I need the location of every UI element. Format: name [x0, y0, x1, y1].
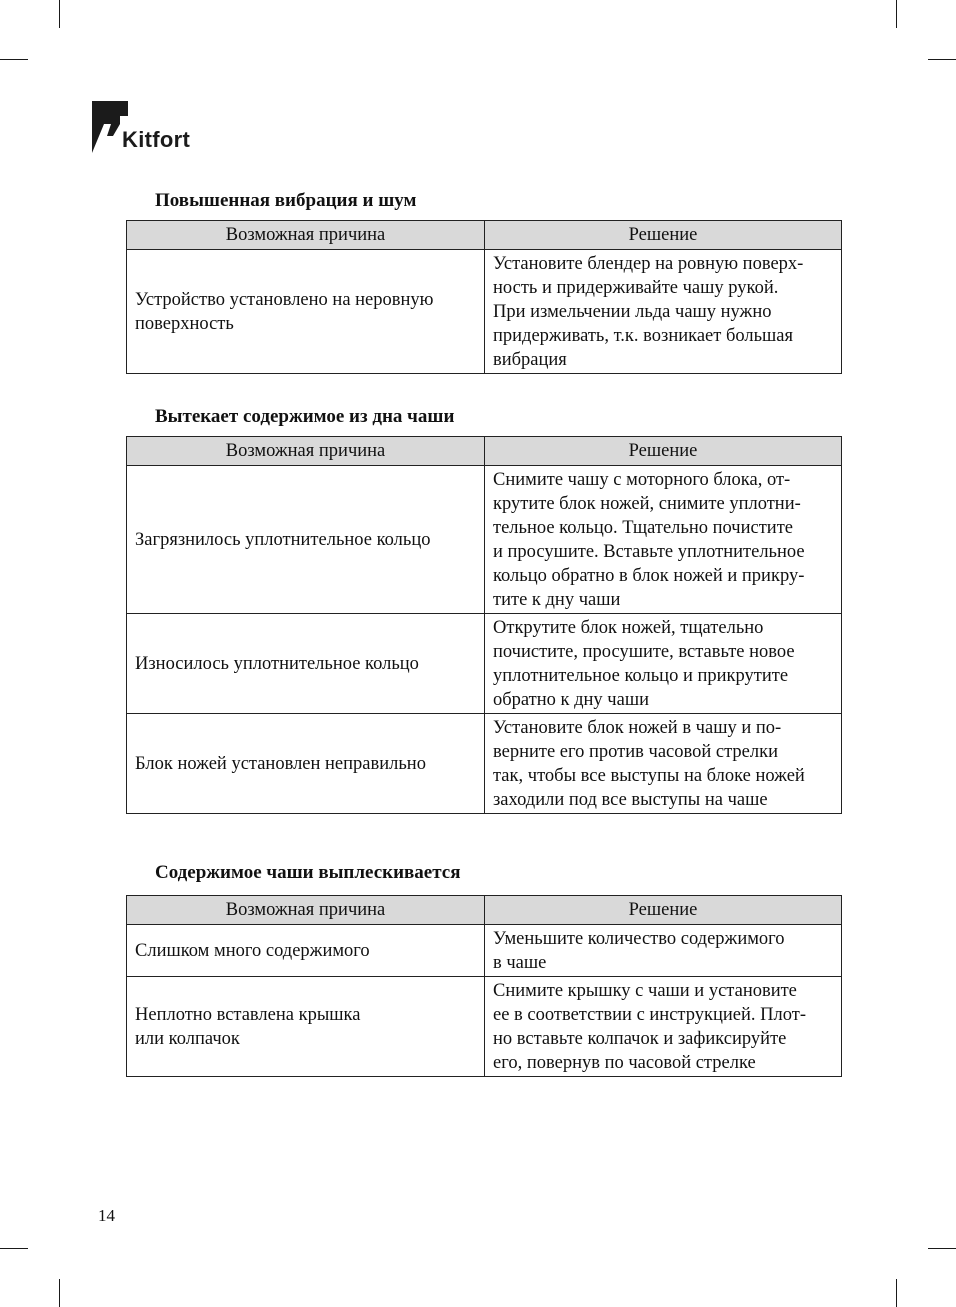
crop-mark	[59, 1279, 60, 1307]
cause-cell: Устройство установлено на неровную поверхность	[127, 250, 485, 374]
solution-cell: Снимите крышку с чаши и установите ее в соответствии с инструкцией. Плот- но вставьте колпачок и зафиксируйте его, повернув по часовой стрелке	[485, 977, 842, 1077]
column-header-solution: Решение	[485, 437, 842, 466]
section-title-vibration: Повышенная вибрация и шум	[155, 190, 417, 211]
solution-cell: Установите блок ножей в чашу и по- верните его против часовой стрелки так, чтобы все выступы на блоке ножей заходили под все выступы на чаше	[485, 714, 842, 814]
column-header-cause: Возможная причина	[127, 896, 485, 925]
column-header-cause: Возможная причина	[127, 221, 485, 250]
column-header-solution: Решение	[485, 221, 842, 250]
solution-cell: Уменьшите количество содержимого в чаше	[485, 925, 842, 977]
table-row	[127, 250, 842, 374]
table-row	[127, 925, 842, 977]
page-number: 14	[98, 1206, 115, 1225]
section-title-splash: Содержимое чаши выплескивается	[155, 862, 461, 883]
solution-cell: Открутите блок ножей, тщательно почистите, просушите, вставьте новое уплотнительное кольцо и прикрутите обратно к дну чаши	[485, 614, 842, 714]
crop-mark	[896, 1279, 897, 1307]
crop-mark	[928, 1248, 956, 1249]
cause-cell: Слишком много содержимого	[127, 925, 485, 977]
brand-logo	[92, 101, 202, 157]
troubleshooting-table-vibration	[126, 220, 842, 374]
crop-mark	[59, 0, 60, 28]
solution-cell: Снимите чашу с моторного блока, от- крутите блок ножей, снимите уплотни- тельное кольцо. Тщательно почистите и просушите. Вставьте уплотнительное кольцо обратно в блок ножей и прикру- тите к дну чаши	[485, 466, 842, 614]
brand-name: Kitfort	[122, 127, 191, 152]
table-row	[127, 714, 842, 814]
cause-cell: Износилось уплотнительное кольцо	[127, 614, 485, 714]
troubleshooting-table-leak	[126, 436, 842, 814]
crop-mark	[0, 1248, 28, 1249]
troubleshooting-table-splash	[126, 895, 842, 1077]
cause-cell: Загрязнилось уплотнительное кольцо	[127, 466, 485, 614]
crop-mark	[928, 59, 956, 60]
crop-mark	[0, 59, 28, 60]
cause-cell: Блок ножей установлен неправильно	[127, 714, 485, 814]
table-row	[127, 614, 842, 714]
cause-cell: Неплотно вставлена крышка или колпачок	[127, 977, 485, 1077]
crop-mark	[896, 0, 897, 28]
section-title-leak: Вытекает содержимое из дна чаши	[155, 406, 455, 427]
table-row	[127, 977, 842, 1077]
column-header-cause: Возможная причина	[127, 437, 485, 466]
solution-cell: Установите блендер на ровную поверх- ность и придерживайте чашу рукой. При измельчении льда чашу нужно придерживать, т.к. возникает большая вибрация	[485, 250, 842, 374]
column-header-solution: Решение	[485, 896, 842, 925]
table-row	[127, 466, 842, 614]
